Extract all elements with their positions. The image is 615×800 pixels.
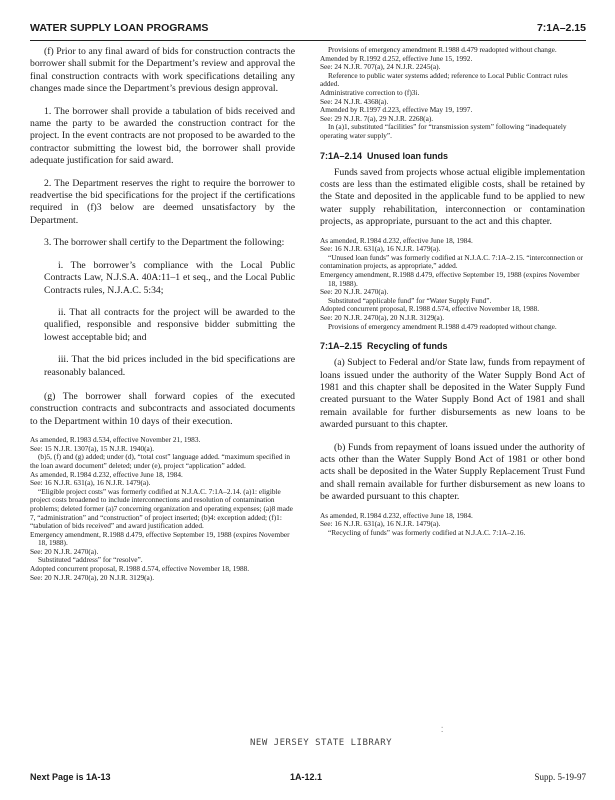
history-note: “Unused loan funds” was formerly codified at N.J.A.C. 7:1A–2.15. “interconnection or contamination projects, as appropriate,” added. [320, 252, 583, 271]
history-note: As amended, R.1983 d.534, effective November 21, 1983. [30, 435, 201, 445]
running-header [30, 20, 586, 41]
history-note: Provisions of emergency amendment R.1988 d.479 readopted without change. [328, 321, 557, 331]
scan-speck: ⁚ [441, 726, 444, 734]
history-note: “Recycling of funds” was formerly codified at N.J.A.C. 7:1A–2.16. [328, 527, 526, 537]
paragraph-f3-i: i. The borrower’s compliance with the Local Public Contracts Law, N.J.S.A. 40A:11–1 et seq., and the Local Public Contracts rules, N.J.A.C. 5:34; [44, 259, 295, 296]
history-note: Emergency amendment, R.1988 d.479, effective September 19, 1988 (expires November 18, 1988). [30, 529, 290, 548]
history-note: See: 16 N.J.R. 631(a), 16 N.J.R. 1479(a). [320, 519, 441, 529]
header-title: WATER SUPPLY LOAN PROGRAMS [30, 22, 209, 34]
history-note: Amended by R.1992 d.252, effective June 15, 1992. [320, 53, 473, 63]
history-note: Adopted concurrent proposal, R.1988 d.574, effective November 18, 1988. [320, 304, 540, 314]
section-2-15-b: (b) Funds from repayment of loans issued under the authority of acts other than the Water Supply Bond Act of 1981 or other bond acts shall be deposited in the Water Supply Replacement Trust Fund and shall remain available for further disbursement as new loans to be awarded pursuant to this chapter. [320, 441, 585, 503]
history-note: Provisions of emergency amendment R.1988 d.479 readopted without change. [328, 45, 557, 54]
library-stamp: NEW JERSEY STATE LIBRARY [250, 738, 393, 748]
history-note: See: 24 N.J.R. 4368(a). [320, 96, 389, 106]
history-note: As amended, R.1984 d.232, effective June 18, 1984. [320, 510, 473, 520]
history-note: Substituted “applicable fund” for “Water Supply Fund”. [328, 295, 492, 305]
history-note: Emergency amendment, R.1988 d.479, effective September 19, 1988 (expires November 18, 1988). [320, 269, 580, 288]
section-heading-2-14 [320, 151, 585, 161]
paragraph-f: (f) Prior to any final award of bids for construction contracts the borrower shall submit for the Department’s review and approval the final construction contracts with work specifications detailing any changes made since the Department’s previous design approval. [30, 46, 295, 95]
history-note: Substituted “address” for “resolve”. [38, 555, 143, 565]
header-section-range: 7:1A–2.15 [536, 22, 586, 34]
history-note: See: 20 N.J.R. 2470(a). [320, 287, 389, 297]
history-note: (b)5, (f) and (g) added; under (d), “total cost” language added. “maximum specified in the loan award document” deleted; under (e), project “application” added. [30, 452, 291, 470]
section-heading-2-15 [320, 341, 585, 351]
left-column [30, 46, 295, 582]
history-note: See: 16 N.J.R. 631(a), 16 N.J.R. 1479(a). [320, 244, 441, 254]
paragraph-f2: 2. The Department reserves the right to require the borrower to readvertise the bid specifications for the project if the certifications required in (f)3 below are deemed unsatisfactory by the Department. [30, 177, 295, 226]
history-note: As amended, R.1984 d.232, effective June 18, 1984. [320, 235, 473, 245]
section-2-15-a: (a) Subject to Federal and/or State law, funds from repayment of loans issued under the authority of the Water Supply Bond Act of 1981 and this chapter shall be deposited in the Water Supply Fund created pursuant to the Water Supply Bond Act of 1981 and shall remain available for further disbursements as new loans to be awarded pursuant to this chapter. [320, 357, 585, 431]
section-number: 7:1A–2.15 [320, 341, 363, 352]
history-note: See: 20 N.J.R. 2470(a), 20 N.J.R. 3129(a). [30, 572, 155, 582]
paragraph-f3: 3. The borrower shall certify to the Department the following: [44, 237, 285, 249]
history-note: Administrative correction to (f)3i. [320, 87, 420, 97]
section-title: Recycling of funds [367, 341, 448, 352]
right-top-notes [320, 46, 585, 141]
supplement-date: Supp. 5-19-97 [534, 772, 586, 782]
next-page-note: Next Page is 1A-13 [30, 772, 111, 782]
section-number: 7:1A–2.14 [320, 150, 363, 161]
history-note: In (a)1, substituted “facilities” for “transmission system” following “inadequately operating water supply”. [320, 122, 567, 140]
right-column [320, 46, 585, 537]
page-number: 1A-12.1 [290, 772, 323, 782]
section-2-14-notes [320, 237, 585, 332]
history-note: “Eligible project costs” was formerly codified at N.J.A.C. 7:1A–2.14. (a)1: eligible project costs broadened to include interconnections and resolution of contamination problems; deleted former (a)7 concerning organization and operating expenses; (a)8 made 7, “administration” and “construction” of project inserted; (b)4: exception added; (f)1: “tabulation of bids received” and award justification added. [30, 486, 293, 531]
page-footer [30, 772, 586, 786]
section-2-15-notes [320, 512, 585, 538]
history-note: See: 20 N.J.R. 2470(a), 20 N.J.R. 3129(a). [320, 312, 445, 322]
history-note: See: 16 N.J.R. 631(a), 16 N.J.R. 1479(a). [30, 478, 151, 488]
section-2-14-body: Funds saved from projects whose actual eligible implementation costs are less than the estimated eligible costs, shall be retained by the State and deposited in the applicable fund to be applied to new water supply rehabilitation, interconnection or contamination projects, as appropriate, pursuant to the act and this chapter. [320, 166, 585, 228]
section-title: Unused loan funds [367, 150, 449, 161]
history-note: Reference to public water systems added; reference to Local Public Contract rules added. [320, 70, 568, 89]
history-note: See: 24 N.J.R. 707(a), 24 N.J.R. 2245(a). [320, 62, 441, 72]
paragraph-g: (g) The borrower shall forward copies of the executed construction contracts and subcontracts and associated documents to the Department within 10 days of their execution. [30, 390, 295, 427]
history-note: See: 20 N.J.R. 2470(a). [30, 546, 99, 556]
history-note: Amended by R.1997 d.223, effective May 19, 1997. [320, 105, 473, 115]
history-note: See: 29 N.J.R. 7(a), 29 N.J.R. 2268(a). [320, 113, 434, 123]
paragraph-f3-iii: iii. That the bid prices included in the bid specifications are reasonably balanced. [44, 354, 295, 378]
left-history-notes [30, 436, 295, 582]
paragraph-f3-ii: ii. That all contracts for the project will be awarded to the qualified, responsible and responsive bidder submitting the lowest acceptable bid; and [44, 306, 295, 343]
paragraph-f1: 1. The borrower shall provide a tabulation of bids received and name the party to be awarded the construction contract for the project. In the event contracts are not proposed to be awarded to the contractor submitting the lowest bid, the borrower shall provide adequate justification for said award. [30, 105, 295, 167]
history-note: As amended, R.1984 d.232, effective June 18, 1984. [30, 469, 183, 479]
history-note: Adopted concurrent proposal, R.1988 d.574, effective November 18, 1988. [30, 564, 250, 574]
history-note: See: 15 N.J.R. 1307(a), 15 N.J.R. 1940(a). [30, 443, 155, 453]
